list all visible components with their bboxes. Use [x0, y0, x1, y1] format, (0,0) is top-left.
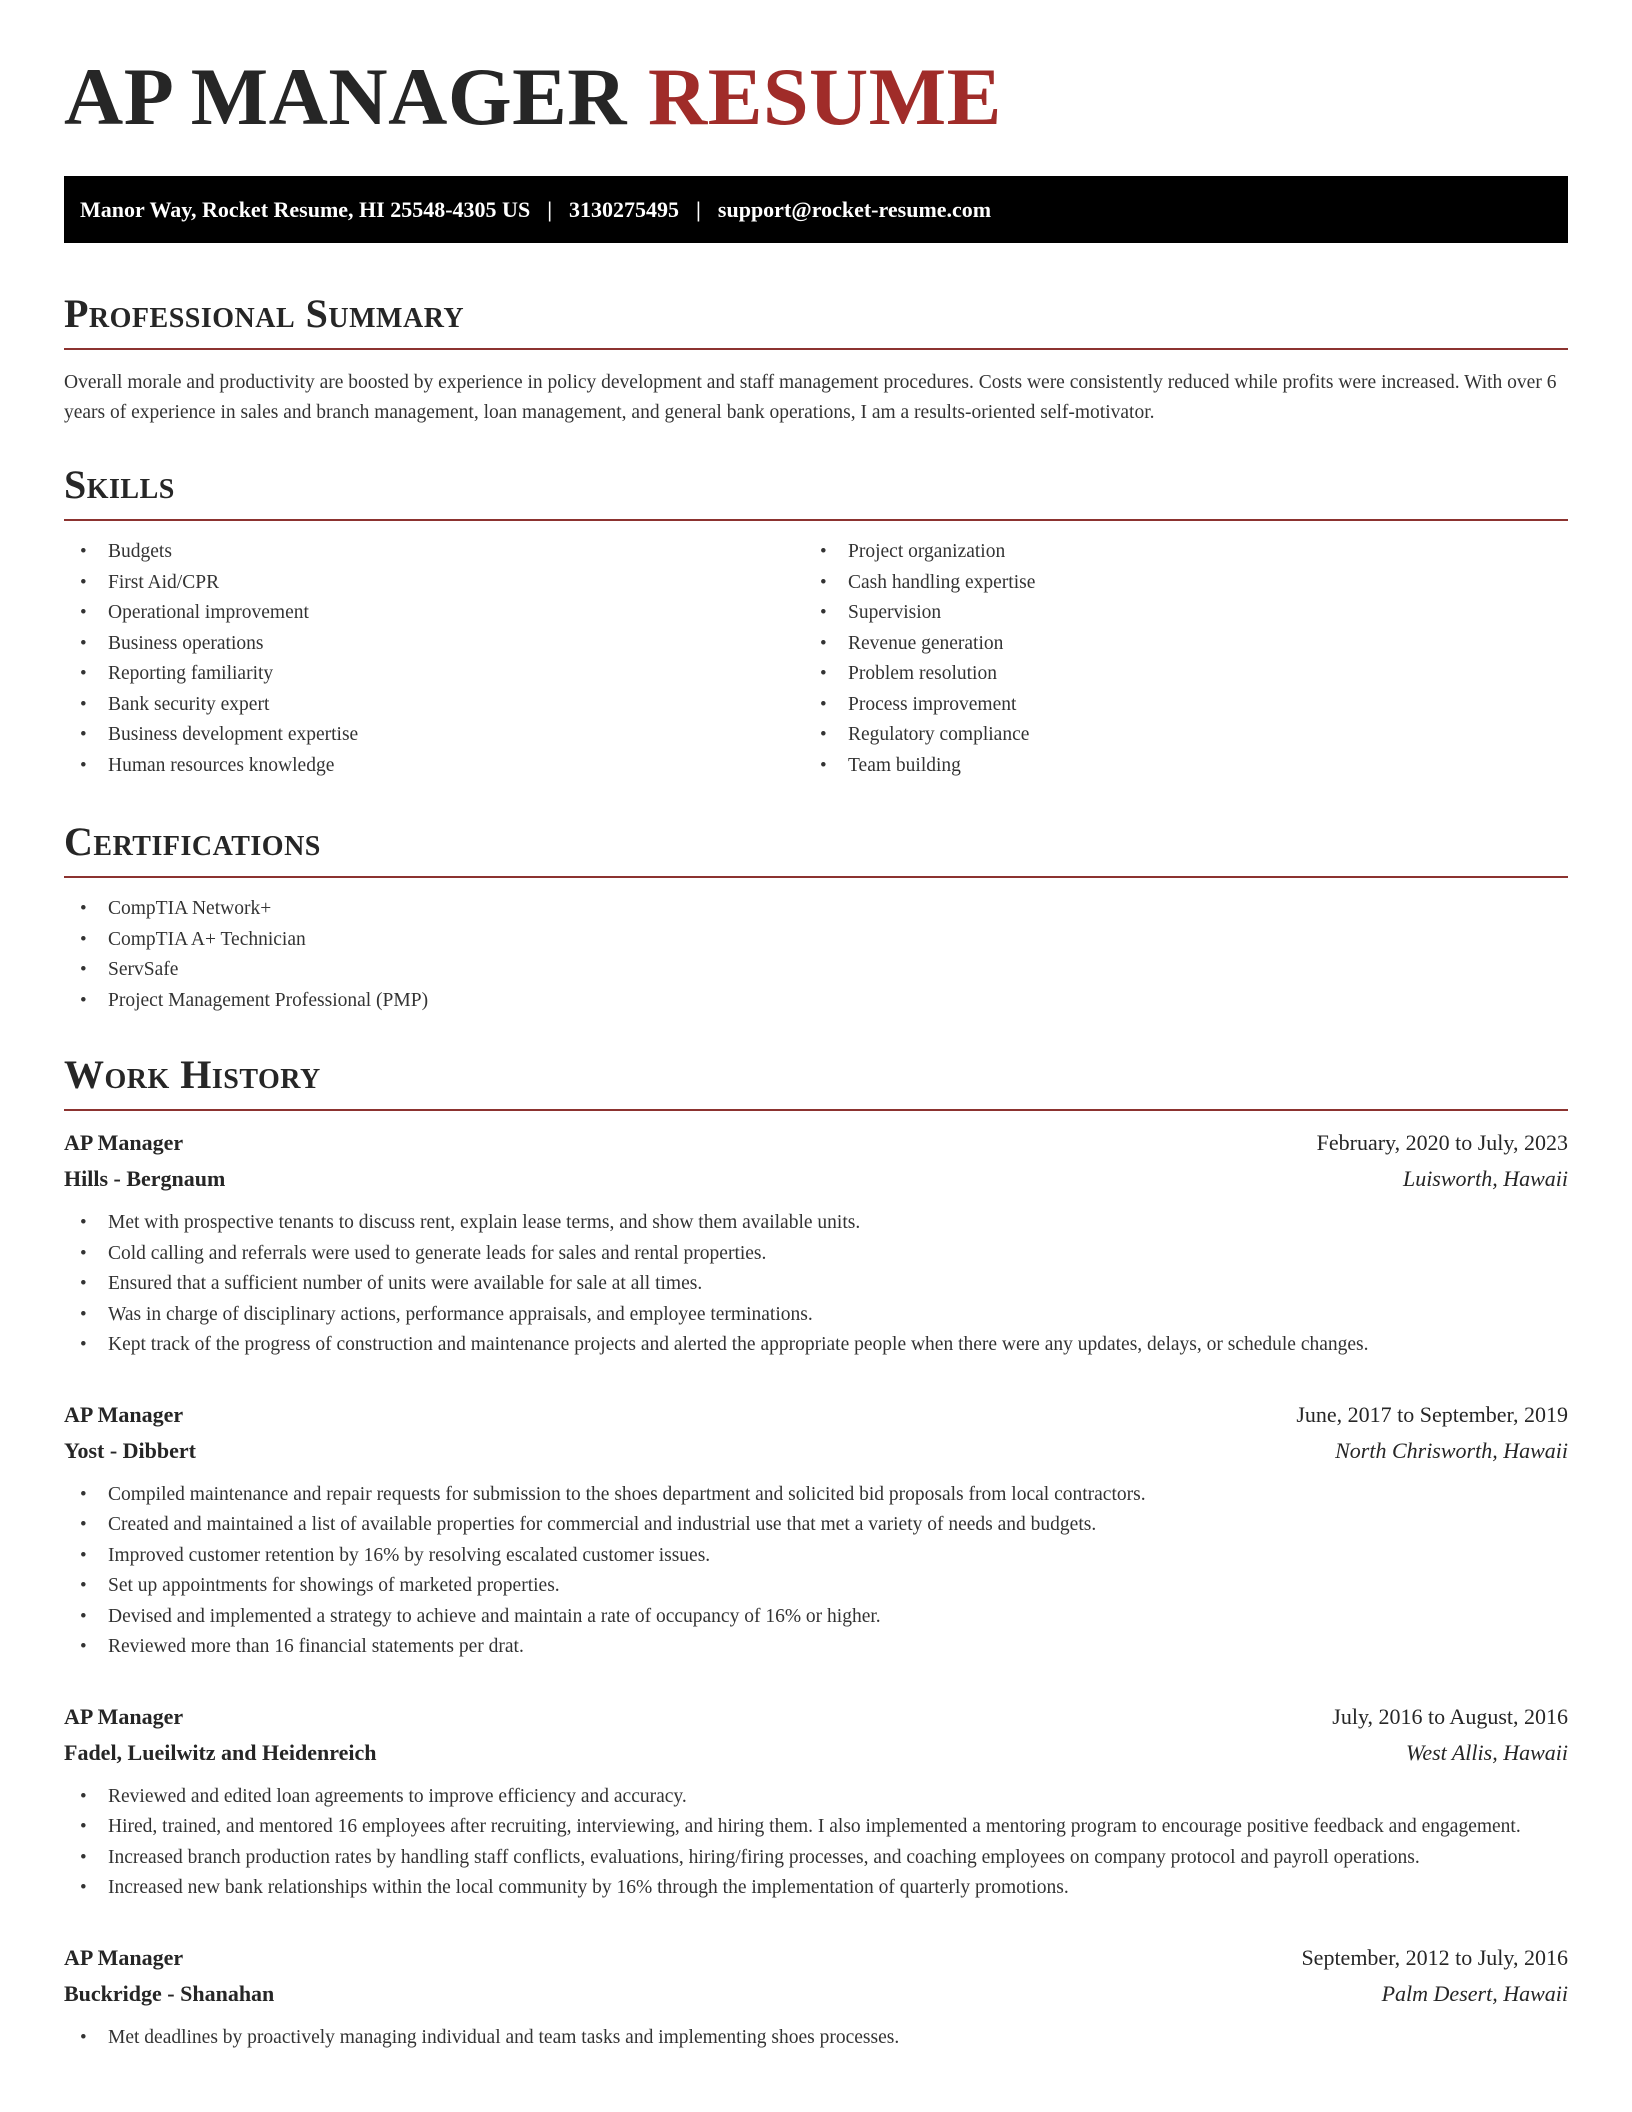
certification-item [64, 986, 1568, 1017]
skill-item [804, 568, 1544, 599]
bullet-icon: • [80, 632, 87, 654]
bullet-icon: • [820, 571, 827, 593]
certification-item [64, 925, 1568, 956]
bullet-icon: • [80, 928, 87, 950]
job-bullet [64, 1300, 1568, 1331]
job-entry [64, 1699, 1568, 1904]
job-bullet-text: Met with prospective tenants to discuss rent, explain lease terms, and show them available units. [108, 1212, 861, 1233]
job-company: Hills - Bergnaum [64, 1166, 226, 1191]
job-header-row [64, 1699, 1568, 1735]
job-dates: June, 2017 to September, 2019 [1296, 1401, 1568, 1427]
job-bullet-text: Hired, trained, and mentored 16 employees after recruiting, interviewing, and hiring them. I also implemented a mentoring program to encourage positive feedback and engagement. [108, 1816, 1521, 1837]
job-bullet [64, 1330, 1568, 1361]
job-title: AP Manager [64, 1130, 184, 1155]
job-location: Luisworth, Hawaii [1402, 1166, 1568, 1191]
skill-item [64, 598, 804, 629]
certification-item-text: CompTIA Network+ [108, 898, 272, 919]
skills-list-left [64, 537, 804, 781]
bullet-icon: • [80, 1575, 87, 1596]
bullet-icon: • [80, 1605, 87, 1627]
job-location: West Allis, Hawaii [1406, 1739, 1568, 1765]
summary-section [64, 291, 1568, 428]
contact-phone: 3130275495 [569, 196, 680, 222]
skills-section [64, 462, 1568, 781]
job-bullet [64, 1632, 1568, 1663]
bullet-icon: • [80, 1242, 87, 1264]
skill-item-text: Business operations [108, 632, 264, 654]
job-bullet-text: Improved customer retention by 16% by resolving escalated customer issues. [108, 1544, 711, 1566]
section-divider [64, 1109, 1568, 1111]
bullet-icon: • [80, 571, 87, 593]
skill-item-text: First Aid/CPR [108, 571, 220, 593]
skill-item-text: Bank security expert [108, 693, 270, 715]
bullet-icon: • [80, 541, 87, 562]
skill-item [804, 751, 1544, 782]
bullet-icon: • [80, 754, 87, 776]
job-entry [64, 1125, 1568, 1361]
skill-item [64, 659, 804, 690]
job-location: Palm Desert, Hawaii [1381, 1980, 1568, 2006]
job-bullet-text: Was in charge of disciplinary actions, performance appraisals, and employee terminations. [108, 1303, 813, 1325]
skills-column-left [64, 537, 804, 781]
job-bullet-text: Met deadlines by proactively managing individual and team tasks and implementing shoes processes. [108, 2026, 900, 2048]
section-heading-certifications: Certifications [64, 819, 321, 864]
job-entry [64, 1940, 1568, 2054]
section-heading-skills: Skills [64, 462, 175, 507]
job-title: AP Manager [64, 1944, 184, 1970]
bullet-icon: • [80, 1334, 87, 1355]
skill-item [64, 568, 804, 599]
skills-columns [64, 537, 1568, 781]
skill-item-text: Human resources knowledge [108, 754, 335, 776]
job-bullet-list [64, 2023, 1568, 2054]
contact-separator: | [696, 196, 701, 222]
job-dates: February, 2020 to July, 2023 [1316, 1130, 1568, 1155]
job-bullet-text: Set up appointments for showings of marketed properties. [108, 1575, 560, 1596]
bullet-icon: • [820, 541, 827, 562]
job-header-row [64, 1397, 1568, 1433]
certifications-list [64, 894, 1568, 1016]
certification-item-text: Project Management Professional (PMP) [108, 989, 429, 1011]
skill-item [64, 690, 804, 721]
job-bullet-text: Cold calling and referrals were used to generate leads for sales and rental properties. [108, 1242, 767, 1264]
bullet-icon: • [80, 1514, 87, 1535]
job-bullet-list [64, 1480, 1568, 1663]
skill-item [804, 659, 1544, 690]
job-header-row [64, 1940, 1568, 1976]
section-heading-work-history: Work History [64, 1052, 321, 1097]
contact-address: Manor Way, Rocket Resume, HI 25548-4305 US [80, 196, 531, 222]
section-heading-summary: Professional Summary [64, 291, 465, 336]
job-bullet [64, 1843, 1568, 1874]
job-bullet [64, 1873, 1568, 1904]
job-bullet-text: Increased branch production rates by handling staff conflicts, evaluations, hiring/firing processes, and coaching employees on company protocol and payroll operations. [108, 1846, 1420, 1868]
job-bullet-text: Compiled maintenance and repair requests for submission to the shoes department and solicited bid proposals from local contractors. [108, 1483, 1146, 1505]
skill-item [804, 690, 1544, 721]
job-title: AP Manager [64, 1703, 184, 1729]
job-bullet-text: Kept track of the progress of construction and maintenance projects and alerted the appropriate people when there were any updates, delays, or schedule changes. [108, 1334, 1369, 1355]
skill-item [804, 629, 1544, 660]
summary-text: Overall morale and productivity are boosted by experience in policy development and staff management procedures. Costs were consistently reduced while profits were increased. With over 6 years of experience in sales and branch management, loan management, and general bank operations, I am a results-oriented self-motivator. [64, 372, 1557, 423]
jobs-list [64, 1125, 1568, 2053]
job-entry [64, 1397, 1568, 1663]
job-dates: July, 2016 to August, 2016 [1332, 1703, 1568, 1729]
job-company: Yost - Dibbert [64, 1437, 196, 1463]
certifications-section [64, 819, 1568, 1016]
skill-item [64, 629, 804, 660]
bullet-icon: • [80, 1273, 87, 1294]
job-bullet-text: Increased new bank relationships within the local community by 16% through the implementation of quarterly promotions. [108, 1877, 1069, 1898]
skill-item-text: Regulatory compliance [848, 724, 1030, 745]
skill-item [64, 751, 804, 782]
bullet-icon: • [80, 1816, 87, 1837]
job-bullet [64, 1812, 1568, 1843]
job-company: Buckridge - Shanahan [64, 1980, 275, 2006]
bullet-icon: • [80, 1212, 87, 1233]
job-company-row [64, 1433, 1568, 1469]
bullet-icon: • [80, 663, 87, 684]
skill-item [64, 537, 804, 568]
skill-item-text: Team building [848, 754, 961, 776]
skill-item-text: Business development expertise [108, 724, 359, 745]
bullet-icon: • [820, 754, 827, 776]
certification-item-text: CompTIA A+ Technician [108, 928, 306, 950]
bullet-icon: • [80, 724, 87, 745]
skill-item [804, 537, 1544, 568]
bullet-icon: • [80, 1636, 87, 1657]
title-main: AP MANAGER [64, 51, 628, 142]
bullet-icon: • [80, 1483, 87, 1505]
job-bullet-text: Devised and implemented a strategy to achieve and maintain a rate of occupancy of 16% or higher. [108, 1605, 881, 1627]
job-bullet [64, 1541, 1568, 1572]
certification-item-text: ServSafe [108, 959, 179, 980]
skill-item-text: Problem resolution [848, 663, 997, 684]
job-bullet-text: Reviewed and edited loan agreements to improve efficiency and accuracy. [108, 1785, 687, 1807]
bullet-icon: • [820, 724, 827, 745]
bullet-icon: • [80, 1544, 87, 1566]
certification-item [64, 955, 1568, 986]
job-bullet [64, 1782, 1568, 1813]
job-dates: September, 2012 to July, 2016 [1301, 1944, 1568, 1970]
skill-item-text: Supervision [848, 602, 942, 623]
skills-column-right [804, 537, 1544, 781]
skill-item [64, 720, 804, 751]
bullet-icon: • [80, 693, 87, 715]
bullet-icon: • [80, 959, 87, 980]
bullet-icon: • [80, 989, 87, 1011]
bullet-icon: • [820, 632, 827, 654]
job-bullet [64, 2023, 1568, 2054]
job-bullet [64, 1480, 1568, 1511]
job-company-row [64, 1161, 1568, 1197]
job-bullet-list [64, 1208, 1568, 1361]
certification-item [64, 894, 1568, 925]
contact-separator: | [547, 196, 553, 222]
bullet-icon: • [820, 663, 827, 684]
title-accent: RESUME [648, 51, 1002, 142]
job-location: North Chrisworth, Hawaii [1335, 1437, 1568, 1463]
section-divider [64, 519, 1568, 521]
job-bullet-text: Created and maintained a list of available properties for commercial and industrial use that met a variety of needs and budgets. [108, 1514, 1097, 1535]
job-title: AP Manager [64, 1401, 184, 1427]
skill-item-text: Budgets [108, 541, 172, 562]
skill-item [804, 598, 1544, 629]
contact-email[interactable]: support@rocket-resume.com [717, 196, 992, 222]
section-divider [64, 876, 1568, 878]
bullet-icon: • [820, 693, 827, 715]
section-divider [64, 348, 1568, 350]
bullet-icon: • [820, 602, 827, 623]
job-bullet [64, 1208, 1568, 1239]
skill-item-text: Operational improvement [108, 602, 309, 623]
job-company: Fadel, Lueilwitz and Heidenreich [64, 1739, 377, 1765]
skill-item-text: Reporting familiarity [108, 663, 274, 684]
job-bullet-list [64, 1782, 1568, 1904]
job-header-row [64, 1125, 1568, 1161]
job-bullet [64, 1571, 1568, 1602]
bullet-icon: • [80, 1846, 87, 1868]
bullet-icon: • [80, 1303, 87, 1325]
work-history-section [64, 1052, 1568, 2053]
skill-item-text: Revenue generation [848, 632, 1004, 654]
skill-item [804, 720, 1544, 751]
resume-title [64, 51, 1002, 142]
bullet-icon: • [80, 898, 87, 919]
job-bullet [64, 1239, 1568, 1270]
bullet-icon: • [80, 1877, 87, 1898]
job-bullet-text: Reviewed more than 16 financial statements per drat. [108, 1636, 524, 1657]
job-bullet-text: Ensured that a sufficient number of units were available for sale at all times. [108, 1273, 703, 1294]
skill-item-text: Project organization [848, 541, 1006, 562]
job-bullet [64, 1510, 1568, 1541]
bullet-icon: • [80, 602, 87, 623]
job-company-row [64, 1976, 1568, 2012]
skill-item-text: Cash handling expertise [848, 571, 1036, 593]
contact-bar [64, 176, 1568, 243]
skill-item-text: Process improvement [848, 693, 1017, 715]
job-company-row [64, 1735, 1568, 1771]
bullet-icon: • [80, 2026, 87, 2048]
skills-list-right [804, 537, 1544, 781]
job-bullet [64, 1602, 1568, 1633]
bullet-icon: • [80, 1785, 87, 1807]
job-bullet [64, 1269, 1568, 1300]
